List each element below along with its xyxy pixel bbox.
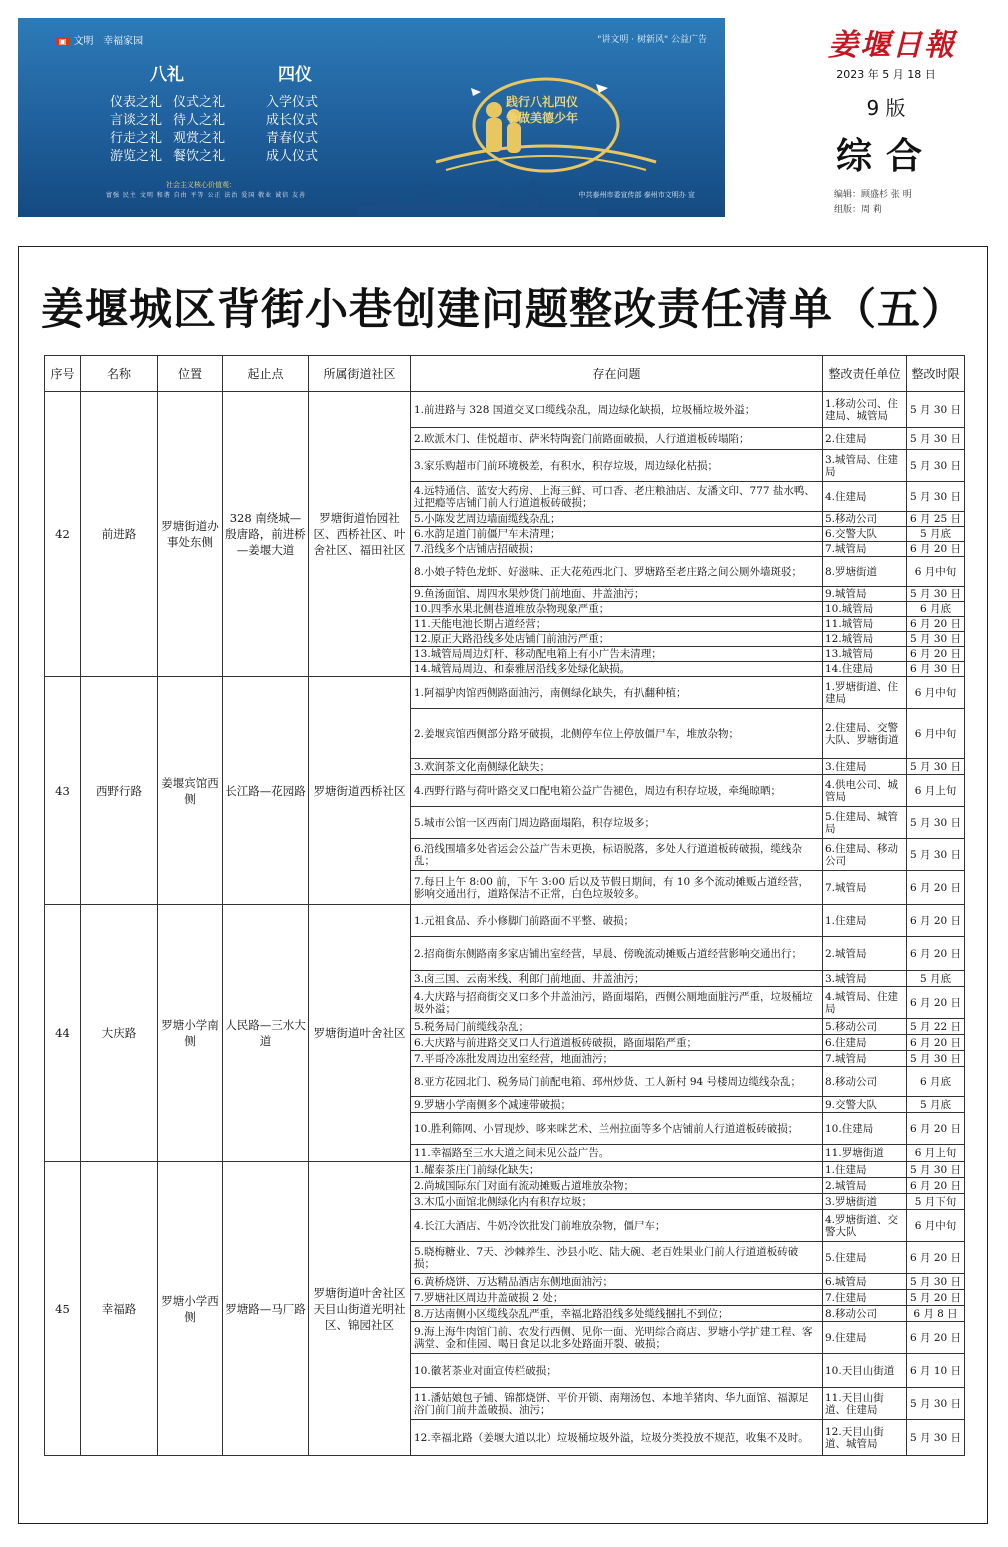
deadline-cell: 5 月 30 日 bbox=[907, 1162, 965, 1178]
unit-cell: 7.住建局 bbox=[823, 1290, 907, 1306]
street-location: 罗塘小学南侧 bbox=[158, 905, 223, 1162]
street-range: 328 南绕城—殷唐路，前进桥—姜堰大道 bbox=[223, 392, 309, 677]
deadline-cell: 5 月 30 日 bbox=[907, 392, 965, 428]
deadline-cell: 5 月 30 日 bbox=[907, 428, 965, 450]
banner-campaign: "讲文明 · 树新风" 公益广告 bbox=[597, 35, 707, 45]
unit-cell: 9.城管局 bbox=[823, 587, 907, 602]
unit-cell: 3.住建局 bbox=[823, 759, 907, 775]
unit-cell: 6.住建局、移动公司 bbox=[823, 839, 907, 871]
deadline-cell: 5 月下旬 bbox=[907, 1194, 965, 1210]
unit-cell: 10.天目山街道 bbox=[823, 1354, 907, 1388]
unit-cell: 5.住建局 bbox=[823, 1242, 907, 1274]
problem-cell: 6.水韵足道门前僵尸车未清理； bbox=[411, 527, 823, 542]
street-location: 罗塘街道办事处东侧 bbox=[158, 392, 223, 677]
problem-cell: 13.城管局周边灯杆、移动配电箱上有小广告未清理； bbox=[411, 647, 823, 662]
problem-cell: 2.欧派木门、佳悦超市、萨米特陶瓷门前路面破损，人行道道板砖塌陷； bbox=[411, 428, 823, 450]
unit-cell: 3.城管局 bbox=[823, 971, 907, 987]
unit-cell: 10.城管局 bbox=[823, 602, 907, 617]
problem-cell: 1.前进路与 328 国道交叉口缆线杂乱，周边绿化缺损，垃圾桶垃圾外溢； bbox=[411, 392, 823, 428]
deadline-cell: 5 月 20 日 bbox=[907, 1290, 965, 1306]
problem-cell: 5.城市公馆一区西南门周边路面塌陷，积存垃圾多； bbox=[411, 807, 823, 839]
unit-cell: 4.罗塘街道、交警大队 bbox=[823, 1210, 907, 1242]
problem-cell: 7.罗塘社区周边井盖破损 2 处； bbox=[411, 1290, 823, 1306]
table-header-row bbox=[45, 356, 965, 392]
unit-cell: 9.交警大队 bbox=[823, 1097, 907, 1113]
problem-cell: 2.姜堰宾馆西侧部分路牙破损，北侧停车位上停放僵尸车，堆放杂物； bbox=[411, 709, 823, 759]
unit-cell: 2.城管局 bbox=[823, 1178, 907, 1194]
banner-tag: ▣ 文明 幸福家园 bbox=[56, 32, 143, 47]
deadline-cell: 5 月 30 日 bbox=[907, 632, 965, 647]
unit-cell: 8.移动公司 bbox=[823, 1306, 907, 1322]
deadline-cell: 5 月 30 日 bbox=[907, 839, 965, 871]
col-header-deadline: 整改时限 bbox=[907, 356, 965, 392]
problem-cell: 6.大庆路与前进路交叉口人行道道板砖破损，路面塌陷严重； bbox=[411, 1035, 823, 1051]
unit-cell: 4.城管局、住建局 bbox=[823, 987, 907, 1019]
col-header-location: 位置 bbox=[158, 356, 223, 392]
row-number: 43 bbox=[45, 677, 81, 905]
unit-cell: 3.城管局、住建局 bbox=[823, 450, 907, 482]
editor-credits: 编辑：顾盛杉 张 明 组版：周 莉 bbox=[834, 190, 912, 215]
problem-cell: 1.阿福驴肉馆西侧路面油污，南侧绿化缺失，有扒翻种植； bbox=[411, 677, 823, 709]
street-range: 人民路—三水大道 bbox=[223, 905, 309, 1162]
deadline-cell: 5 月 30 日 bbox=[907, 450, 965, 482]
problem-cell: 10.徽茗茶业对面宣传栏破损； bbox=[411, 1354, 823, 1388]
problem-cell: 11.潘姑娘包子铺、锦都烧饼、平价开锁、南翔汤包、本地羊猪肉、华九面馆、福源足浴门前门前井盖破损、油污； bbox=[411, 1388, 823, 1420]
table-row bbox=[45, 677, 965, 709]
issue-date: 2023 年 5 月 18 日 bbox=[836, 68, 936, 81]
row-number: 45 bbox=[45, 1162, 81, 1456]
banner-sponsor: 中共泰州市委宣传部 泰州市文明办 宣 bbox=[578, 191, 695, 199]
deadline-cell: 5 月 30 日 bbox=[907, 807, 965, 839]
problem-cell: 10.四季水果北侧巷道堆放杂物现象严重； bbox=[411, 602, 823, 617]
unit-cell: 1.移动公司、住建局、城管局 bbox=[823, 392, 907, 428]
deadline-cell: 6 月中旬 bbox=[907, 557, 965, 587]
street-location: 姜堰宾馆西侧 bbox=[158, 677, 223, 905]
problem-cell: 12.原正大路沿线多处店铺门前油污严重； bbox=[411, 632, 823, 647]
deadline-cell: 5 月 30 日 bbox=[907, 1420, 965, 1456]
deadline-cell: 6 月 20 日 bbox=[907, 1322, 965, 1354]
street-location: 罗塘小学西侧 bbox=[158, 1162, 223, 1456]
problem-cell: 7.沿线多个店铺店招破损； bbox=[411, 542, 823, 557]
banner-si-list: 入学仪式 成长仪式 青春仪式 成人仪式 bbox=[266, 95, 319, 164]
street-name: 西野行路 bbox=[81, 677, 158, 905]
deadline-cell: 6 月 20 日 bbox=[907, 1178, 965, 1194]
unit-cell: 11.城管局 bbox=[823, 617, 907, 632]
unit-cell: 10.住建局 bbox=[823, 1113, 907, 1145]
unit-cell: 12.天目山街道、城管局 bbox=[823, 1420, 907, 1456]
row-number: 42 bbox=[45, 392, 81, 677]
unit-cell: 2.城管局 bbox=[823, 937, 907, 971]
problem-cell: 6.黄桥烧饼、万达精品酒店东侧地面油污； bbox=[411, 1274, 823, 1290]
street-community: 罗塘街道叶舍社区 天目山街道光明社区、锦园社区 bbox=[309, 1162, 411, 1456]
unit-cell: 3.罗塘街道 bbox=[823, 1194, 907, 1210]
city-skyline-icon bbox=[358, 168, 598, 217]
public-service-banner bbox=[18, 18, 725, 217]
problem-cell: 4.远特通信、蓝安大药房、上海三鲜、可口香、老庄粮油店、友潘文印、777 盐水鸭、过把瘾等店铺门前人行道道板砖破损； bbox=[411, 482, 823, 512]
problem-cell: 4.长江大酒店、牛奶冷饮批发门前堆放杂物，僵尸车； bbox=[411, 1210, 823, 1242]
deadline-cell: 5 月 30 日 bbox=[907, 1274, 965, 1290]
deadline-cell: 6 月 20 日 bbox=[907, 617, 965, 632]
banner-heading-si: 四仪 bbox=[278, 65, 312, 85]
deadline-cell: 5 月底 bbox=[907, 527, 965, 542]
deadline-cell: 6 月 10 日 bbox=[907, 1354, 965, 1388]
problem-cell: 8.小娘子特色龙虾、好滋味、正大花苑西北门、罗塘路至老庄路之间公厕外墙斑驳； bbox=[411, 557, 823, 587]
unit-cell: 14.住建局 bbox=[823, 662, 907, 677]
deadline-cell: 6 月 20 日 bbox=[907, 1113, 965, 1145]
unit-cell: 11.罗塘街道 bbox=[823, 1145, 907, 1162]
deadline-cell: 6 月 20 日 bbox=[907, 905, 965, 937]
table-row bbox=[45, 905, 965, 937]
deadline-cell: 6 月 8 日 bbox=[907, 1306, 965, 1322]
problem-cell: 14.城管局周边、和泰雅居沿线多处绿化缺损。 bbox=[411, 662, 823, 677]
deadline-cell: 6 月 20 日 bbox=[907, 1242, 965, 1274]
unit-cell: 6.住建局 bbox=[823, 1035, 907, 1051]
banner-ba-list: 仪表之礼 仪式之礼 言谈之礼 待人之礼 行走之礼 观赏之礼 游览之礼 餐饮之礼 bbox=[110, 95, 226, 164]
deadline-cell: 6 月中旬 bbox=[907, 709, 965, 759]
unit-cell: 12.城管局 bbox=[823, 632, 907, 647]
article-title: 姜堰城区背街小巷创建问题整改责任清单（五） bbox=[41, 285, 965, 335]
col-header-range: 起止点 bbox=[223, 356, 309, 392]
deadline-cell: 5 月 22 日 bbox=[907, 1019, 965, 1035]
unit-cell: 5.住建局、城管局 bbox=[823, 807, 907, 839]
deadline-cell: 5 月 30 日 bbox=[907, 587, 965, 602]
deadline-cell: 6 月 20 日 bbox=[907, 647, 965, 662]
section-name: 综合 bbox=[835, 135, 936, 177]
problem-cell: 9.罗塘小学南侧多个减速带破损； bbox=[411, 1097, 823, 1113]
unit-cell: 11.天目山街道、住建局 bbox=[823, 1388, 907, 1420]
street-range: 罗塘路—马厂路 bbox=[223, 1162, 309, 1456]
unit-cell: 5.移动公司 bbox=[823, 512, 907, 527]
unit-cell: 1.住建局 bbox=[823, 905, 907, 937]
street-name: 前进路 bbox=[81, 392, 158, 677]
unit-cell: 6.城管局 bbox=[823, 1274, 907, 1290]
problem-cell: 1.元祖食品、乔小修脚门前路面不平整、破损； bbox=[411, 905, 823, 937]
unit-cell: 4.供电公司、城管局 bbox=[823, 775, 907, 807]
problem-cell: 3.卤三国、云南米线、利郎门前地面、井盖油污； bbox=[411, 971, 823, 987]
problem-cell: 6.沿线围墙多处省运会公益广告未更换，标语脱落，多处人行道道板砖破损，缆线杂乱； bbox=[411, 839, 823, 871]
problem-cell: 8.亚方花园北门、税务局门前配电箱、邳州炒货、工人新村 94 号楼周边缆线杂乱； bbox=[411, 1067, 823, 1097]
problem-cell: 2.招商街东侧路南多家店铺出室经营，早晨、傍晚流动摊贩占道经营影响交通出行； bbox=[411, 937, 823, 971]
unit-cell: 6.交警大队 bbox=[823, 527, 907, 542]
street-community: 罗塘街道叶舍社区 bbox=[309, 905, 411, 1162]
problem-cell: 4.大庆路与招商街交叉口多个井盖油污，路面塌陷，西侧公厕地面脏污严重，垃圾桶垃圾外溢； bbox=[411, 987, 823, 1019]
deadline-cell: 6 月 20 日 bbox=[907, 1035, 965, 1051]
unit-cell: 8.罗塘街道 bbox=[823, 557, 907, 587]
newspaper-masthead: 姜堰日報 bbox=[828, 28, 956, 63]
problem-cell: 5.税务局门前缆线杂乱； bbox=[411, 1019, 823, 1035]
unit-cell: 7.城管局 bbox=[823, 871, 907, 905]
banner-values: 富强 民主 文明 和谐 自由 平等 公正 法治 爱国 敬业 诚信 友善 bbox=[106, 192, 306, 199]
problem-cell: 1.耀泰茶庄门前绿化缺失； bbox=[411, 1162, 823, 1178]
problem-cell: 4.西野行路与荷叶路交叉口配电箱公益广告褪色，周边有积存垃圾，牵绳晾晒； bbox=[411, 775, 823, 807]
banner-values-title: 社会主义核心价值观： bbox=[166, 181, 236, 189]
banner-heading-ba: 八礼 bbox=[150, 65, 184, 85]
unit-cell: 2.住建局 bbox=[823, 428, 907, 450]
problem-cell: 5.晓梅糖业、7天、沙棘养生、沙县小吃、陆大碗、老百姓果业门前人行道道板砖破损； bbox=[411, 1242, 823, 1274]
unit-cell: 1.罗塘街道、住建局 bbox=[823, 677, 907, 709]
problem-cell: 7.每日上午 8:00 前，下午 3:00 后以及节假日期间，有 10 多个流动摊贩占道经营，影响交通出行，道路保洁不正常，白色垃圾较多。 bbox=[411, 871, 823, 905]
deadline-cell: 6 月上旬 bbox=[907, 1145, 965, 1162]
deadline-cell: 6 月 25 日 bbox=[907, 512, 965, 527]
deadline-cell: 5 月底 bbox=[907, 971, 965, 987]
table-row bbox=[45, 1162, 965, 1178]
unit-cell: 2.住建局、交警大队、罗塘街道 bbox=[823, 709, 907, 759]
street-range: 长江路—花园路 bbox=[223, 677, 309, 905]
problem-cell: 5.小陈发艺周边墙面缆线杂乱； bbox=[411, 512, 823, 527]
problem-cell: 7.平哥冷冻批发周边出室经营，地面油污； bbox=[411, 1051, 823, 1067]
problem-cell: 9.海上海牛肉馆门前、农发行西侧、见你一面、光明综合商店、罗塘小学扩建工程、客满堂、金和佳园、喝日食足以北多处路面开裂、破损； bbox=[411, 1322, 823, 1354]
deadline-cell: 6 月底 bbox=[907, 1067, 965, 1097]
street-community: 罗塘街道西桥社区 bbox=[309, 677, 411, 905]
unit-cell: 4.住建局 bbox=[823, 482, 907, 512]
problem-cell: 11.天能电池长期占道经营； bbox=[411, 617, 823, 632]
col-header-unit: 整改责任单位 bbox=[823, 356, 907, 392]
unit-cell: 1.住建局 bbox=[823, 1162, 907, 1178]
unit-cell: 7.城管局 bbox=[823, 542, 907, 557]
deadline-cell: 6 月底 bbox=[907, 602, 965, 617]
street-name: 幸福路 bbox=[81, 1162, 158, 1456]
street-community: 罗塘街道怡园社区、西桥社区、叶舍社区、福田社区 bbox=[309, 392, 411, 677]
banner-logo-icon: ▣ bbox=[56, 37, 70, 46]
col-header-no: 序号 bbox=[45, 356, 81, 392]
problem-cell: 9.鱼汤面馆、周四水果炒货门前地面、井盖油污； bbox=[411, 587, 823, 602]
unit-cell: 9.住建局 bbox=[823, 1322, 907, 1354]
row-number: 44 bbox=[45, 905, 81, 1162]
deadline-cell: 6 月 20 日 bbox=[907, 871, 965, 905]
problem-cell: 3.家乐购超市门前环境极差，有积水，积存垃圾，周边绿化枯损； bbox=[411, 450, 823, 482]
unit-cell: 13.城管局 bbox=[823, 647, 907, 662]
deadline-cell: 6 月 20 日 bbox=[907, 987, 965, 1019]
deadline-cell: 6 月 20 日 bbox=[907, 542, 965, 557]
problem-cell: 11.幸福路至三水大道之间未见公益广告。 bbox=[411, 1145, 823, 1162]
deadline-cell: 6 月 20 日 bbox=[907, 937, 965, 971]
deadline-cell: 5 月 30 日 bbox=[907, 1388, 965, 1420]
banner-slogan: 践行八礼四仪 争做美德少年 bbox=[506, 95, 579, 125]
table-body bbox=[45, 392, 965, 1456]
responsibility-table bbox=[44, 355, 965, 1456]
unit-cell: 7.城管局 bbox=[823, 1051, 907, 1067]
col-header-community: 所属街道社区 bbox=[309, 356, 411, 392]
deadline-cell: 6 月 30 日 bbox=[907, 662, 965, 677]
col-header-problem: 存在问题 bbox=[411, 356, 823, 392]
page-number: 9 版 bbox=[866, 96, 906, 120]
deadline-cell: 5 月底 bbox=[907, 1097, 965, 1113]
problem-cell: 3.欢润茶文化南侧绿化缺失； bbox=[411, 759, 823, 775]
deadline-cell: 6 月上旬 bbox=[907, 775, 965, 807]
deadline-cell: 5 月 30 日 bbox=[907, 759, 965, 775]
deadline-cell: 6 月中旬 bbox=[907, 1210, 965, 1242]
problem-cell: 12.幸福北路（姜堰大道以北）垃圾桶垃圾外溢，垃圾分类投放不规范，收集不及时。 bbox=[411, 1420, 823, 1456]
table-row bbox=[45, 392, 965, 428]
deadline-cell: 5 月 30 日 bbox=[907, 1051, 965, 1067]
deadline-cell: 6 月中旬 bbox=[907, 677, 965, 709]
problem-cell: 10.胜利筛网、小冒现炒、哆来咪艺术、兰州拉面等多个店铺前人行道道板砖破损； bbox=[411, 1113, 823, 1145]
street-name: 大庆路 bbox=[81, 905, 158, 1162]
problem-cell: 3.木瓜小面馆北侧绿化内有积存垃圾； bbox=[411, 1194, 823, 1210]
problem-cell: 8.万达南侧小区缆线杂乱严重，幸福北路沿线多处缆线捆扎不到位； bbox=[411, 1306, 823, 1322]
problem-cell: 2.尚城国际东门对面有流动摊贩占道堆放杂物； bbox=[411, 1178, 823, 1194]
unit-cell: 5.移动公司 bbox=[823, 1019, 907, 1035]
deadline-cell: 5 月 30 日 bbox=[907, 482, 965, 512]
col-header-name: 名称 bbox=[81, 356, 158, 392]
unit-cell: 8.移动公司 bbox=[823, 1067, 907, 1097]
